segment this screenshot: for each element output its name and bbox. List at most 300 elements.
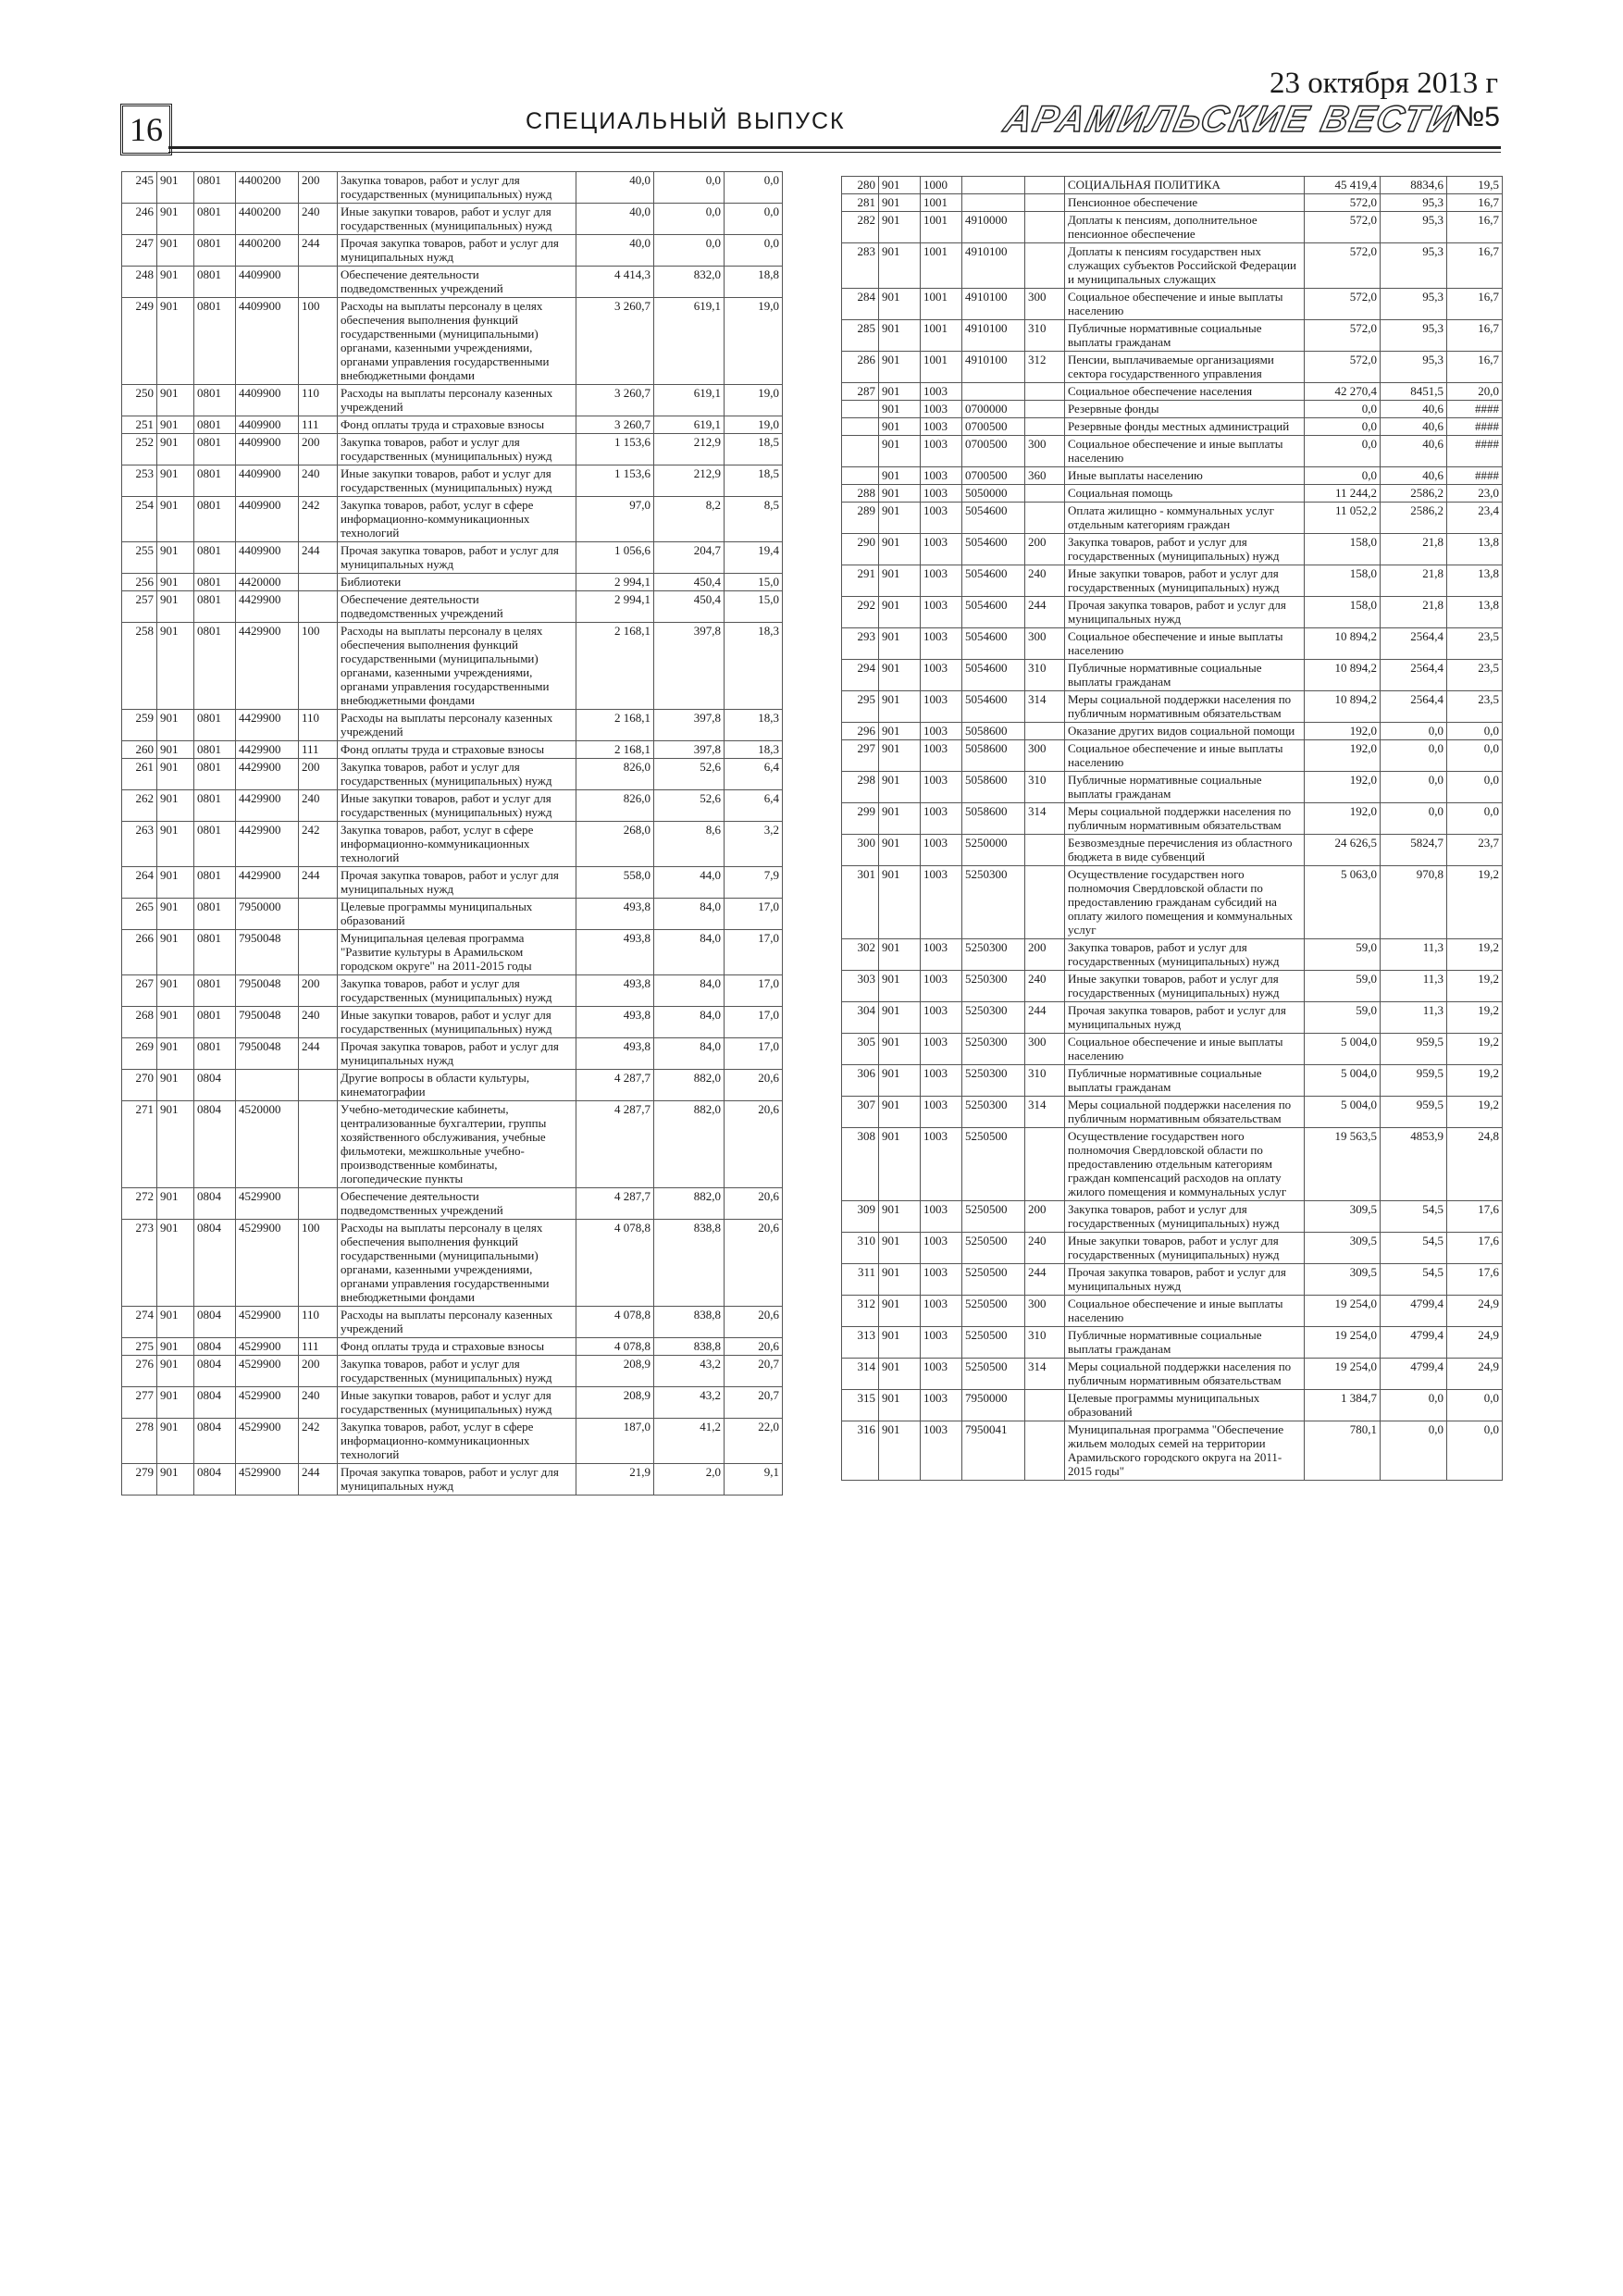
executed-amount: 40,6 — [1381, 418, 1447, 436]
description: Целевые программы муниципальных образований — [1065, 1390, 1305, 1421]
row-number: 255 — [122, 542, 157, 574]
row-number: 306 — [842, 1065, 879, 1097]
target-code: 4520000 — [236, 1101, 299, 1188]
row-number: 263 — [122, 822, 157, 867]
row-number: 310 — [842, 1233, 879, 1264]
percent-executed: 19,0 — [725, 416, 783, 434]
description: Прочая закупка товаров, работ и услуг для муниципальных нужд — [338, 1038, 576, 1070]
row-number: 290 — [842, 534, 879, 565]
section-code: 1003 — [921, 660, 962, 691]
admin-code: 901 — [879, 939, 921, 971]
section-code: 1003 — [921, 485, 962, 503]
row-number: 307 — [842, 1097, 879, 1128]
table-row — [842, 289, 1503, 320]
target-code: 4409900 — [236, 298, 299, 385]
row-number: 298 — [842, 772, 879, 803]
table-row — [122, 1007, 783, 1038]
row-number: 248 — [122, 267, 157, 298]
admin-code: 901 — [157, 822, 194, 867]
admin-code: 901 — [157, 542, 194, 574]
row-number: 245 — [122, 172, 157, 204]
budget-table-right — [841, 176, 1503, 1481]
executed-amount: 95,3 — [1381, 212, 1447, 243]
executed-amount: 0,0 — [1381, 723, 1447, 740]
row-number: 297 — [842, 740, 879, 772]
admin-code: 901 — [879, 534, 921, 565]
row-number: 258 — [122, 623, 157, 710]
row-number: 309 — [842, 1201, 879, 1233]
target-code: 5054600 — [962, 534, 1025, 565]
plan-amount: 572,0 — [1305, 289, 1381, 320]
table-row — [122, 1101, 783, 1188]
table-row — [842, 352, 1503, 383]
plan-amount: 19 254,0 — [1305, 1359, 1381, 1390]
executed-amount: 882,0 — [654, 1070, 725, 1101]
executed-amount: 54,5 — [1381, 1264, 1447, 1296]
expense-type-code: 244 — [1025, 1002, 1065, 1034]
executed-amount: 2564,4 — [1381, 660, 1447, 691]
section-code: 1000 — [921, 177, 962, 194]
target-code: 4400200 — [236, 235, 299, 267]
executed-amount: 44,0 — [654, 867, 725, 899]
row-number: 289 — [842, 503, 879, 534]
section-code: 0801 — [194, 574, 236, 591]
description: Социальное обеспечение и иные выплаты населению — [1065, 436, 1305, 467]
target-code: 4409900 — [236, 434, 299, 465]
plan-amount: 309,5 — [1305, 1233, 1381, 1264]
expense-type-code: 244 — [1025, 597, 1065, 628]
executed-amount: 84,0 — [654, 899, 725, 930]
row-number: 260 — [122, 741, 157, 759]
description: Иные закупки товаров, работ и услуг для государственных (муниципальных) нужд — [338, 1007, 576, 1038]
section-code: 1003 — [921, 467, 962, 485]
description: Расходы на выплаты персоналу казенных учреждений — [338, 1307, 576, 1338]
percent-executed: 23,5 — [1447, 691, 1503, 723]
section-code: 1003 — [921, 1264, 962, 1296]
percent-executed: 0,0 — [1447, 1421, 1503, 1481]
section-code: 0801 — [194, 867, 236, 899]
row-number: 311 — [842, 1264, 879, 1296]
admin-code: 901 — [157, 1007, 194, 1038]
section-title: СПЕЦИАЛЬНЫЙ ВЫПУСК — [526, 108, 846, 134]
expense-type-code: 242 — [299, 822, 338, 867]
expense-type-code: 200 — [299, 1356, 338, 1387]
percent-executed: 19,2 — [1447, 1002, 1503, 1034]
admin-code: 901 — [879, 660, 921, 691]
description: Расходы на выплаты персоналу в целях обеспечения выполнения функций государственными (муниципальными) органами, казенными учреждениями, органами управления государственными внебюджетными фондами — [338, 298, 576, 385]
section-code: 1003 — [921, 939, 962, 971]
section-code: 0801 — [194, 542, 236, 574]
description: Меры социальной поддержки населения по публичным нормативным обязательствам — [1065, 1359, 1305, 1390]
row-number: 249 — [122, 298, 157, 385]
row-number: 277 — [122, 1387, 157, 1419]
target-code: 4429900 — [236, 867, 299, 899]
percent-executed: 18,8 — [725, 267, 783, 298]
expense-type-code: 310 — [1025, 772, 1065, 803]
description: Прочая закупка товаров, работ и услуг для муниципальных нужд — [338, 867, 576, 899]
percent-executed: 13,8 — [1447, 597, 1503, 628]
expense-type-code: 312 — [1025, 352, 1065, 383]
description: Закупка товаров, работ и услуг для государственных (муниципальных) нужд — [338, 434, 576, 465]
percent-executed: 19,2 — [1447, 1097, 1503, 1128]
section-code: 1003 — [921, 503, 962, 534]
row-number — [842, 401, 879, 418]
percent-executed: #### — [1447, 401, 1503, 418]
target-code: 5054600 — [962, 503, 1025, 534]
plan-amount: 4 287,7 — [576, 1188, 654, 1220]
target-code: 4409900 — [236, 497, 299, 542]
plan-amount: 572,0 — [1305, 320, 1381, 352]
admin-code: 901 — [157, 497, 194, 542]
row-number: 251 — [122, 416, 157, 434]
percent-executed: 19,2 — [1447, 866, 1503, 939]
plan-amount: 493,8 — [576, 899, 654, 930]
plan-amount: 4 287,7 — [576, 1070, 654, 1101]
description: Оказание других видов социальной помощи — [1065, 723, 1305, 740]
percent-executed: 0,0 — [725, 235, 783, 267]
section-code: 1003 — [921, 1002, 962, 1034]
plan-amount: 2 168,1 — [576, 710, 654, 741]
admin-code: 901 — [879, 320, 921, 352]
section-code: 1003 — [921, 597, 962, 628]
table-row — [122, 710, 783, 741]
table-row — [122, 741, 783, 759]
plan-amount: 5 004,0 — [1305, 1097, 1381, 1128]
percent-executed: 24,9 — [1447, 1296, 1503, 1327]
target-code: 4400200 — [236, 204, 299, 235]
plan-amount: 3 260,7 — [576, 385, 654, 416]
description: Социальное обеспечение и иные выплаты населению — [1065, 289, 1305, 320]
plan-amount: 10 894,2 — [1305, 660, 1381, 691]
target-code: 4529900 — [236, 1464, 299, 1496]
description: Прочая закупка товаров, работ и услуг для муниципальных нужд — [1065, 597, 1305, 628]
admin-code: 901 — [879, 383, 921, 401]
percent-executed: 0,0 — [1447, 1390, 1503, 1421]
admin-code: 901 — [879, 212, 921, 243]
target-code: 5250300 — [962, 939, 1025, 971]
executed-amount: 619,1 — [654, 385, 725, 416]
executed-amount: 204,7 — [654, 542, 725, 574]
admin-code: 901 — [879, 866, 921, 939]
percent-executed: 6,4 — [725, 790, 783, 822]
table-row — [122, 235, 783, 267]
expense-type-code: 200 — [1025, 1201, 1065, 1233]
description: Публичные нормативные социальные выплаты гражданам — [1065, 660, 1305, 691]
table-row — [842, 1421, 1503, 1481]
description: Социальное обеспечение и иные выплаты населению — [1065, 1296, 1305, 1327]
target-code: 4910100 — [962, 243, 1025, 289]
section-code: 1003 — [921, 1421, 962, 1481]
executed-amount: 2586,2 — [1381, 485, 1447, 503]
plan-amount: 572,0 — [1305, 352, 1381, 383]
percent-executed: 19,2 — [1447, 971, 1503, 1002]
percent-executed: #### — [1447, 467, 1503, 485]
expense-type-code — [1025, 1421, 1065, 1481]
description: Осуществление государствен ного полномочия Свердловской области по предоставлению отдельным категориям граждан компенсаций расходов на оплату жилого помещения и коммунальных услуг — [1065, 1128, 1305, 1201]
table-row — [842, 401, 1503, 418]
plan-amount: 19 563,5 — [1305, 1128, 1381, 1201]
target-code: 4420000 — [236, 574, 299, 591]
admin-code: 901 — [879, 1128, 921, 1201]
table-row — [842, 212, 1503, 243]
section-code: 1003 — [921, 691, 962, 723]
target-code: 5250300 — [962, 1065, 1025, 1097]
target-code: 4429900 — [236, 710, 299, 741]
expense-type-code: 110 — [299, 385, 338, 416]
admin-code: 901 — [879, 835, 921, 866]
executed-amount: 4799,4 — [1381, 1327, 1447, 1359]
section-code: 0801 — [194, 899, 236, 930]
admin-code: 901 — [879, 289, 921, 320]
table-row — [842, 939, 1503, 971]
admin-code: 901 — [879, 1390, 921, 1421]
expense-type-code: 314 — [1025, 1359, 1065, 1390]
table-row — [122, 759, 783, 790]
executed-amount: 43,2 — [654, 1387, 725, 1419]
table-row — [842, 1034, 1503, 1065]
section-code: 1001 — [921, 289, 962, 320]
plan-amount: 826,0 — [576, 790, 654, 822]
row-number: 279 — [122, 1464, 157, 1496]
executed-amount: 619,1 — [654, 416, 725, 434]
expense-type-code: 244 — [1025, 1264, 1065, 1296]
description: Закупка товаров, работ и услуг для государственных (муниципальных) нужд — [1065, 1201, 1305, 1233]
admin-code: 901 — [157, 1356, 194, 1387]
percent-executed: 8,5 — [725, 497, 783, 542]
percent-executed: 20,0 — [1447, 383, 1503, 401]
expense-type-code — [1025, 383, 1065, 401]
description: Осуществление государствен ного полномочия Свердловской области по предоставлению гражданам субсидий на оплату жилого помещения и коммунальных услуг — [1065, 866, 1305, 939]
admin-code: 901 — [879, 1359, 921, 1390]
table-row — [842, 1264, 1503, 1296]
executed-amount: 41,2 — [654, 1419, 725, 1464]
expense-type-code: 240 — [299, 204, 338, 235]
description: Прочая закупка товаров, работ и услуг для муниципальных нужд — [1065, 1264, 1305, 1296]
section-code: 1003 — [921, 723, 962, 740]
admin-code: 901 — [157, 930, 194, 975]
executed-amount: 40,6 — [1381, 436, 1447, 467]
target-code: 4910100 — [962, 352, 1025, 383]
section-code: 0804 — [194, 1070, 236, 1101]
executed-amount: 959,5 — [1381, 1065, 1447, 1097]
section-code: 1003 — [921, 534, 962, 565]
expense-type-code: 244 — [299, 542, 338, 574]
expense-type-code: 200 — [299, 759, 338, 790]
expense-type-code: 240 — [299, 1387, 338, 1419]
plan-amount: 268,0 — [576, 822, 654, 867]
section-code: 1003 — [921, 436, 962, 467]
expense-type-code: 300 — [1025, 1034, 1065, 1065]
target-code: 5054600 — [962, 691, 1025, 723]
plan-amount: 826,0 — [576, 759, 654, 790]
expense-type-code: 200 — [299, 172, 338, 204]
description: Обеспечение деятельности подведомственных учреждений — [338, 267, 576, 298]
expense-type-code: 310 — [1025, 1327, 1065, 1359]
plan-amount: 4 287,7 — [576, 1101, 654, 1188]
admin-code: 901 — [879, 1233, 921, 1264]
section-code: 1001 — [921, 320, 962, 352]
expense-type-code: 240 — [299, 790, 338, 822]
section-code: 1001 — [921, 212, 962, 243]
section-code: 1001 — [921, 194, 962, 212]
table-row — [842, 467, 1503, 485]
description: СОЦИАЛЬНАЯ ПОЛИТИКА — [1065, 177, 1305, 194]
description: Фонд оплаты труда и страховые взносы — [338, 1338, 576, 1356]
executed-amount: 95,3 — [1381, 243, 1447, 289]
plan-amount: 187,0 — [576, 1419, 654, 1464]
section-code: 0801 — [194, 267, 236, 298]
executed-amount: 882,0 — [654, 1101, 725, 1188]
admin-code: 901 — [157, 574, 194, 591]
table-row — [122, 790, 783, 822]
row-number: 268 — [122, 1007, 157, 1038]
admin-code: 901 — [879, 352, 921, 383]
plan-amount: 24 626,5 — [1305, 835, 1381, 866]
plan-amount: 11 244,2 — [1305, 485, 1381, 503]
section-code: 0801 — [194, 235, 236, 267]
admin-code: 901 — [879, 597, 921, 628]
percent-executed: 0,0 — [725, 204, 783, 235]
percent-executed: 23,7 — [1447, 835, 1503, 866]
admin-code: 901 — [157, 298, 194, 385]
percent-executed: 20,6 — [725, 1338, 783, 1356]
row-number: 273 — [122, 1220, 157, 1307]
percent-executed: 0,0 — [1447, 772, 1503, 803]
description: Иные закупки товаров, работ и услуг для государственных (муниципальных) нужд — [1065, 565, 1305, 597]
table-row — [122, 975, 783, 1007]
row-number: 303 — [842, 971, 879, 1002]
percent-executed: 19,0 — [725, 385, 783, 416]
target-code — [962, 383, 1025, 401]
expense-type-code: 240 — [299, 465, 338, 497]
percent-executed: #### — [1447, 436, 1503, 467]
admin-code: 901 — [879, 723, 921, 740]
table-row — [842, 1327, 1503, 1359]
description: Расходы на выплаты персоналу казенных учреждений — [338, 710, 576, 741]
table-row — [842, 723, 1503, 740]
executed-amount: 450,4 — [654, 574, 725, 591]
admin-code: 901 — [157, 759, 194, 790]
section-code: 0804 — [194, 1356, 236, 1387]
expense-type-code — [299, 267, 338, 298]
table-row — [122, 1419, 783, 1464]
expense-type-code: 314 — [1025, 691, 1065, 723]
target-code: 4409900 — [236, 416, 299, 434]
description: Закупка товаров, работ, услуг в сфере информационно-коммуникационных технологий — [338, 1419, 576, 1464]
plan-amount: 309,5 — [1305, 1201, 1381, 1233]
description: Закупка товаров, работ и услуг для государственных (муниципальных) нужд — [338, 975, 576, 1007]
plan-amount: 59,0 — [1305, 939, 1381, 971]
description: Социальное обеспечение населения — [1065, 383, 1305, 401]
admin-code: 901 — [157, 1419, 194, 1464]
executed-amount: 8,6 — [654, 822, 725, 867]
executed-amount: 2564,4 — [1381, 691, 1447, 723]
table-row — [122, 867, 783, 899]
plan-amount: 2 168,1 — [576, 623, 654, 710]
section-code: 0801 — [194, 1038, 236, 1070]
percent-executed: 19,2 — [1447, 1034, 1503, 1065]
table-row — [122, 1356, 783, 1387]
executed-amount: 0,0 — [1381, 772, 1447, 803]
section-code: 0801 — [194, 385, 236, 416]
section-code: 0801 — [194, 172, 236, 204]
section-code: 1001 — [921, 352, 962, 383]
percent-executed: 16,7 — [1447, 320, 1503, 352]
target-code: 7950048 — [236, 1007, 299, 1038]
section-code: 1001 — [921, 243, 962, 289]
expense-type-code: 111 — [299, 1338, 338, 1356]
executed-amount: 0,0 — [654, 235, 725, 267]
row-number: 278 — [122, 1419, 157, 1464]
plan-amount: 4 078,8 — [576, 1338, 654, 1356]
table-row — [122, 434, 783, 465]
table-row — [122, 1338, 783, 1356]
table-row — [842, 1359, 1503, 1390]
admin-code: 901 — [879, 418, 921, 436]
admin-code: 901 — [879, 485, 921, 503]
expense-type-code: 300 — [1025, 628, 1065, 660]
section-code: 1003 — [921, 383, 962, 401]
description: Учебно-методические кабинеты, централизованные бухгалтерии, группы хозяйственного обслуживания, учебные фильмотеки, межшкольные учебно-производственные комбинаты, логопедические пункты — [338, 1101, 576, 1188]
admin-code: 901 — [879, 503, 921, 534]
executed-amount: 212,9 — [654, 434, 725, 465]
description: Публичные нормативные социальные выплаты гражданам — [1065, 1327, 1305, 1359]
percent-executed: 16,7 — [1447, 243, 1503, 289]
description: Иные закупки товаров, работ и услуг для государственных (муниципальных) нужд — [1065, 971, 1305, 1002]
description: Закупка товаров, работ и услуг для государственных (муниципальных) нужд — [1065, 939, 1305, 971]
description: Иные закупки товаров, работ и услуг для государственных (муниципальных) нужд — [1065, 1233, 1305, 1264]
expense-type-code — [1025, 503, 1065, 534]
percent-executed: 20,6 — [725, 1307, 783, 1338]
executed-amount: 21,8 — [1381, 534, 1447, 565]
percent-executed: 3,2 — [725, 822, 783, 867]
executed-amount: 0,0 — [1381, 1421, 1447, 1481]
executed-amount: 95,3 — [1381, 194, 1447, 212]
description: Закупка товаров, работ и услуг для государственных (муниципальных) нужд — [1065, 534, 1305, 565]
target-code: 5054600 — [962, 628, 1025, 660]
admin-code: 901 — [157, 975, 194, 1007]
table-row — [842, 320, 1503, 352]
section-code: 0801 — [194, 710, 236, 741]
plan-amount: 493,8 — [576, 1038, 654, 1070]
target-code: 4429900 — [236, 759, 299, 790]
executed-amount: 11,3 — [1381, 939, 1447, 971]
executed-amount: 838,8 — [654, 1338, 725, 1356]
executed-amount: 84,0 — [654, 1007, 725, 1038]
executed-amount: 0,0 — [1381, 1390, 1447, 1421]
executed-amount: 450,4 — [654, 591, 725, 623]
row-number: 275 — [122, 1338, 157, 1356]
percent-executed: 17,6 — [1447, 1233, 1503, 1264]
target-code: 5250500 — [962, 1264, 1025, 1296]
admin-code: 901 — [879, 565, 921, 597]
table-row — [122, 1038, 783, 1070]
plan-amount: 21,9 — [576, 1464, 654, 1496]
description: Доплаты к пенсиям государствен ных служащих субъектов Российской Федерации и муниципальных служащих — [1065, 243, 1305, 289]
target-code: 7950048 — [236, 1038, 299, 1070]
target-code: 5250300 — [962, 1097, 1025, 1128]
plan-amount: 493,8 — [576, 975, 654, 1007]
expense-type-code: 111 — [299, 416, 338, 434]
description: Прочая закупка товаров, работ и услуг для муниципальных нужд — [338, 235, 576, 267]
section-code: 1003 — [921, 971, 962, 1002]
expense-type-code — [1025, 485, 1065, 503]
admin-code: 901 — [157, 1070, 194, 1101]
row-number: 296 — [842, 723, 879, 740]
plan-amount: 158,0 — [1305, 565, 1381, 597]
admin-code: 901 — [879, 177, 921, 194]
section-code: 0801 — [194, 623, 236, 710]
